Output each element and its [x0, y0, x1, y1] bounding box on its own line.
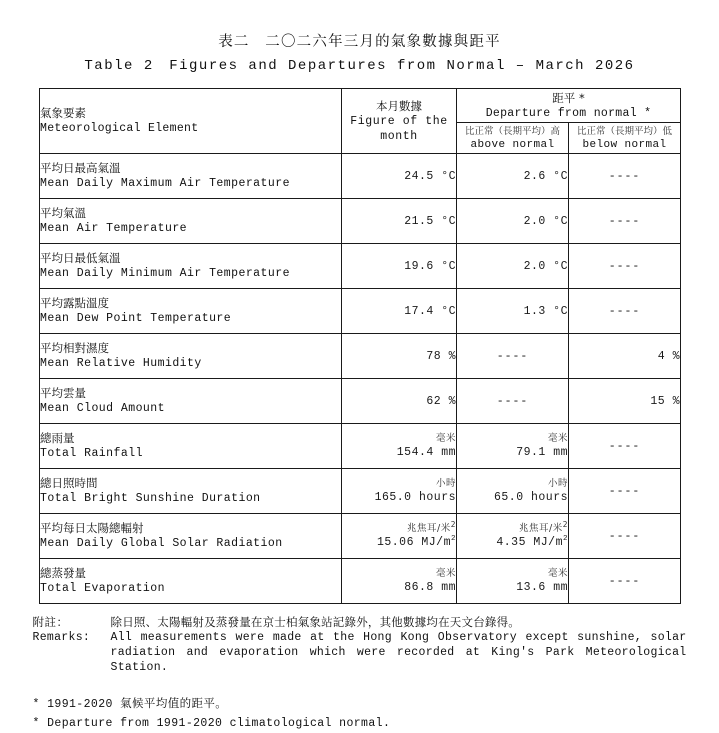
- remarks-section: [32, 615, 688, 675]
- table-header-row-main: [40, 89, 681, 123]
- column-header-below-normal-zh: 比正常（長期平均）低: [577, 125, 673, 137]
- data-table-wrapper: [39, 88, 680, 604]
- table-row: [40, 379, 681, 424]
- footnotes-section: [32, 695, 688, 733]
- cell-above-normal-value: 13.6 mm: [516, 581, 568, 594]
- cell-above-normal-value: 1.3 °C: [523, 304, 568, 318]
- cell-below-normal-value: 4 %: [657, 349, 681, 363]
- remarks-body-zh: 除日照、太陽輻射及蒸發量在京士柏氣象站記錄外，其他數據均在天文台錄得。: [110, 615, 520, 629]
- cell-below-normal: [569, 424, 681, 469]
- column-header-below-normal: [569, 123, 681, 154]
- cell-below-normal-value: ----: [608, 304, 641, 318]
- cell-element-zh: 平均露點溫度: [40, 296, 109, 310]
- table-row: [40, 289, 681, 334]
- cell-figure-value: 21.5 °C: [404, 214, 456, 228]
- remarks-body-en-line2: radiation and evaporation which were recorded at King's Park Meteorological: [110, 646, 687, 659]
- column-header-figure-zh: 本月數據: [376, 98, 422, 113]
- table-row: [40, 154, 681, 199]
- cell-above-normal-value: 2.6 °C: [523, 169, 568, 183]
- cell-above-normal: [457, 559, 569, 604]
- remarks-body-en-line1: All measurements were made at the Hong Kong Observatory except sunshine, solar: [110, 631, 687, 644]
- column-header-above-normal-zh: 比正常（長期平均）高: [464, 125, 560, 137]
- cell-figure-unit: 毫米: [435, 568, 456, 579]
- cell-element-zh: 總日照時間: [40, 476, 98, 490]
- table-row: [40, 469, 681, 514]
- remarks-label-zh: 附註：: [32, 615, 69, 629]
- cell-element-en: Mean Cloud Amount: [40, 402, 165, 415]
- column-header-below-normal-en: below normal: [582, 138, 667, 151]
- column-header-above-normal-en: above normal: [470, 138, 555, 151]
- cell-above-normal-value: 65.0 hours: [493, 491, 568, 504]
- cell-below-normal-value: ----: [608, 169, 641, 183]
- cell-figure: [342, 154, 457, 199]
- cell-below-normal-value: ----: [608, 259, 641, 273]
- cell-above-normal: [457, 154, 569, 199]
- cell-below-normal: [569, 379, 681, 424]
- cell-figure-value: 15.06 $MJ/m^2$: [376, 535, 456, 549]
- cell-element-en: Mean Daily Minimum Air Temperature: [40, 267, 290, 280]
- cell-above-normal: [457, 199, 569, 244]
- cell-above-normal-unit: 毫米: [547, 568, 568, 579]
- cell-figure: [342, 244, 457, 289]
- meteorological-data-table: [39, 88, 681, 604]
- cell-figure-value: 165.0 hours: [374, 491, 456, 504]
- cell-figure-unit: 兆焦耳/米$^2$: [407, 519, 456, 534]
- cell-figure: [342, 514, 457, 559]
- cell-element-zh: 平均雲量: [40, 386, 86, 400]
- cell-above-normal-value: 79.1 mm: [516, 446, 568, 459]
- remarks-body: [111, 615, 688, 675]
- cell-element: [40, 289, 342, 334]
- cell-figure: [342, 199, 457, 244]
- remarks-label: [33, 615, 111, 645]
- column-header-departure-en: Departure from normal *: [485, 106, 652, 120]
- column-header-element: [40, 89, 342, 154]
- cell-element: [40, 424, 342, 469]
- cell-above-normal-value: ----: [496, 394, 529, 408]
- cell-element: [40, 154, 342, 199]
- cell-element: [40, 559, 342, 604]
- footnote-zh: * 1991-2020 氣候平均值的距平。: [32, 698, 228, 711]
- cell-element: [40, 334, 342, 379]
- cell-above-normal: [457, 424, 569, 469]
- table-row: [40, 514, 681, 559]
- cell-below-normal-value: ----: [608, 484, 641, 498]
- cell-above-normal: [457, 244, 569, 289]
- cell-below-normal: [569, 289, 681, 334]
- cell-below-normal: [569, 334, 681, 379]
- cell-figure: [342, 559, 457, 604]
- cell-element-zh: 平均日最低氣溫: [40, 251, 121, 265]
- column-header-departure: [457, 89, 681, 123]
- table-row: [40, 244, 681, 289]
- cell-figure-value: 19.6 °C: [404, 259, 456, 273]
- cell-element: [40, 379, 342, 424]
- table-row: [40, 559, 681, 604]
- cell-element: [40, 199, 342, 244]
- cell-figure-unit: 小時: [435, 478, 456, 489]
- cell-figure-value: 24.5 °C: [404, 169, 456, 183]
- cell-above-normal: [457, 334, 569, 379]
- cell-element-zh: 總蒸發量: [40, 566, 86, 580]
- column-header-figure: [342, 89, 457, 154]
- cell-element-zh: 平均每日太陽總輻射: [40, 521, 144, 535]
- cell-element-en: Mean Relative Humidity: [40, 357, 202, 370]
- cell-element-en: Mean Daily Global Solar Radiation: [40, 537, 283, 550]
- cell-element: [40, 469, 342, 514]
- cell-above-normal-value: ----: [496, 349, 529, 363]
- cell-element-zh: 平均相對濕度: [40, 341, 109, 355]
- cell-figure: [342, 469, 457, 514]
- cell-above-normal: [457, 289, 569, 334]
- cell-element-en: Total Bright Sunshine Duration: [40, 492, 261, 505]
- cell-element-zh: 平均日最高氣溫: [40, 161, 121, 175]
- cell-element-en: Mean Daily Maximum Air Temperature: [40, 177, 290, 190]
- cell-element-en: Mean Dew Point Temperature: [40, 312, 232, 325]
- cell-above-normal-unit: 兆焦耳/米$^2$: [519, 519, 568, 534]
- table-row: [40, 199, 681, 244]
- cell-below-normal: [569, 244, 681, 289]
- remarks-label-en: Remarks:: [32, 631, 91, 644]
- cell-figure: [342, 334, 457, 379]
- cell-below-normal: [569, 154, 681, 199]
- column-header-element-zh: 氣象要素: [40, 106, 86, 120]
- column-header-above-normal: [457, 123, 569, 154]
- cell-figure: [342, 424, 457, 469]
- cell-element-en: Mean Air Temperature: [40, 222, 188, 235]
- cell-above-normal-unit: 小時: [547, 478, 568, 489]
- page-title: [0, 0, 719, 77]
- cell-element-en: Total Rainfall: [40, 447, 143, 460]
- cell-above-normal-value: 2.0 °C: [523, 259, 568, 273]
- cell-below-normal-value: ----: [608, 439, 641, 453]
- cell-below-normal: [569, 199, 681, 244]
- cell-figure-value: 154.4 mm: [396, 446, 456, 459]
- cell-figure-value: 86.8 mm: [404, 581, 456, 594]
- cell-below-normal-value: 15 %: [650, 394, 681, 408]
- page-title-zh: 表二 二〇二六年三月的氣象數據與距平: [218, 34, 501, 50]
- table-header: [40, 89, 681, 154]
- cell-above-normal: [457, 379, 569, 424]
- cell-below-normal-value: ----: [608, 574, 641, 588]
- cell-figure: [342, 289, 457, 334]
- cell-below-normal: [569, 559, 681, 604]
- cell-below-normal: [569, 514, 681, 559]
- page-title-en: Table 2 Figures and Departures from Normal – March 2026: [84, 58, 635, 74]
- cell-below-normal-value: ----: [608, 529, 641, 543]
- cell-element-en: Total Evaporation: [40, 582, 165, 595]
- cell-above-normal-value: 2.0 °C: [523, 214, 568, 228]
- column-header-departure-zh: 距平 *: [552, 90, 585, 105]
- cell-above-normal-unit: 毫米: [547, 433, 568, 444]
- table-body: [40, 154, 681, 604]
- cell-figure: [342, 379, 457, 424]
- column-header-element-en: Meteorological Element: [40, 122, 199, 135]
- remarks-row: [33, 615, 688, 675]
- remarks-body-en-line3: Station.: [110, 661, 169, 674]
- cell-figure-value: 62 %: [426, 394, 456, 408]
- cell-element-zh: 總雨量: [40, 431, 75, 445]
- cell-above-normal-value: 4.35 $MJ/m^2$: [496, 535, 568, 549]
- cell-figure-value: 78 %: [426, 349, 456, 363]
- cell-below-normal: [569, 469, 681, 514]
- column-header-figure-en: Figure of the month: [350, 114, 448, 143]
- cell-element-zh: 平均氣溫: [40, 206, 86, 220]
- cell-above-normal: [457, 514, 569, 559]
- cell-element: [40, 514, 342, 559]
- table-row: [40, 424, 681, 469]
- cell-element: [40, 244, 342, 289]
- cell-above-normal: [457, 469, 569, 514]
- footnote-en: * Departure from 1991-2020 climatological normal.: [32, 717, 391, 730]
- table-row: [40, 334, 681, 379]
- cell-below-normal-value: ----: [608, 214, 641, 228]
- cell-figure-value: 17.4 °C: [404, 304, 456, 318]
- cell-figure-unit: 毫米: [435, 433, 456, 444]
